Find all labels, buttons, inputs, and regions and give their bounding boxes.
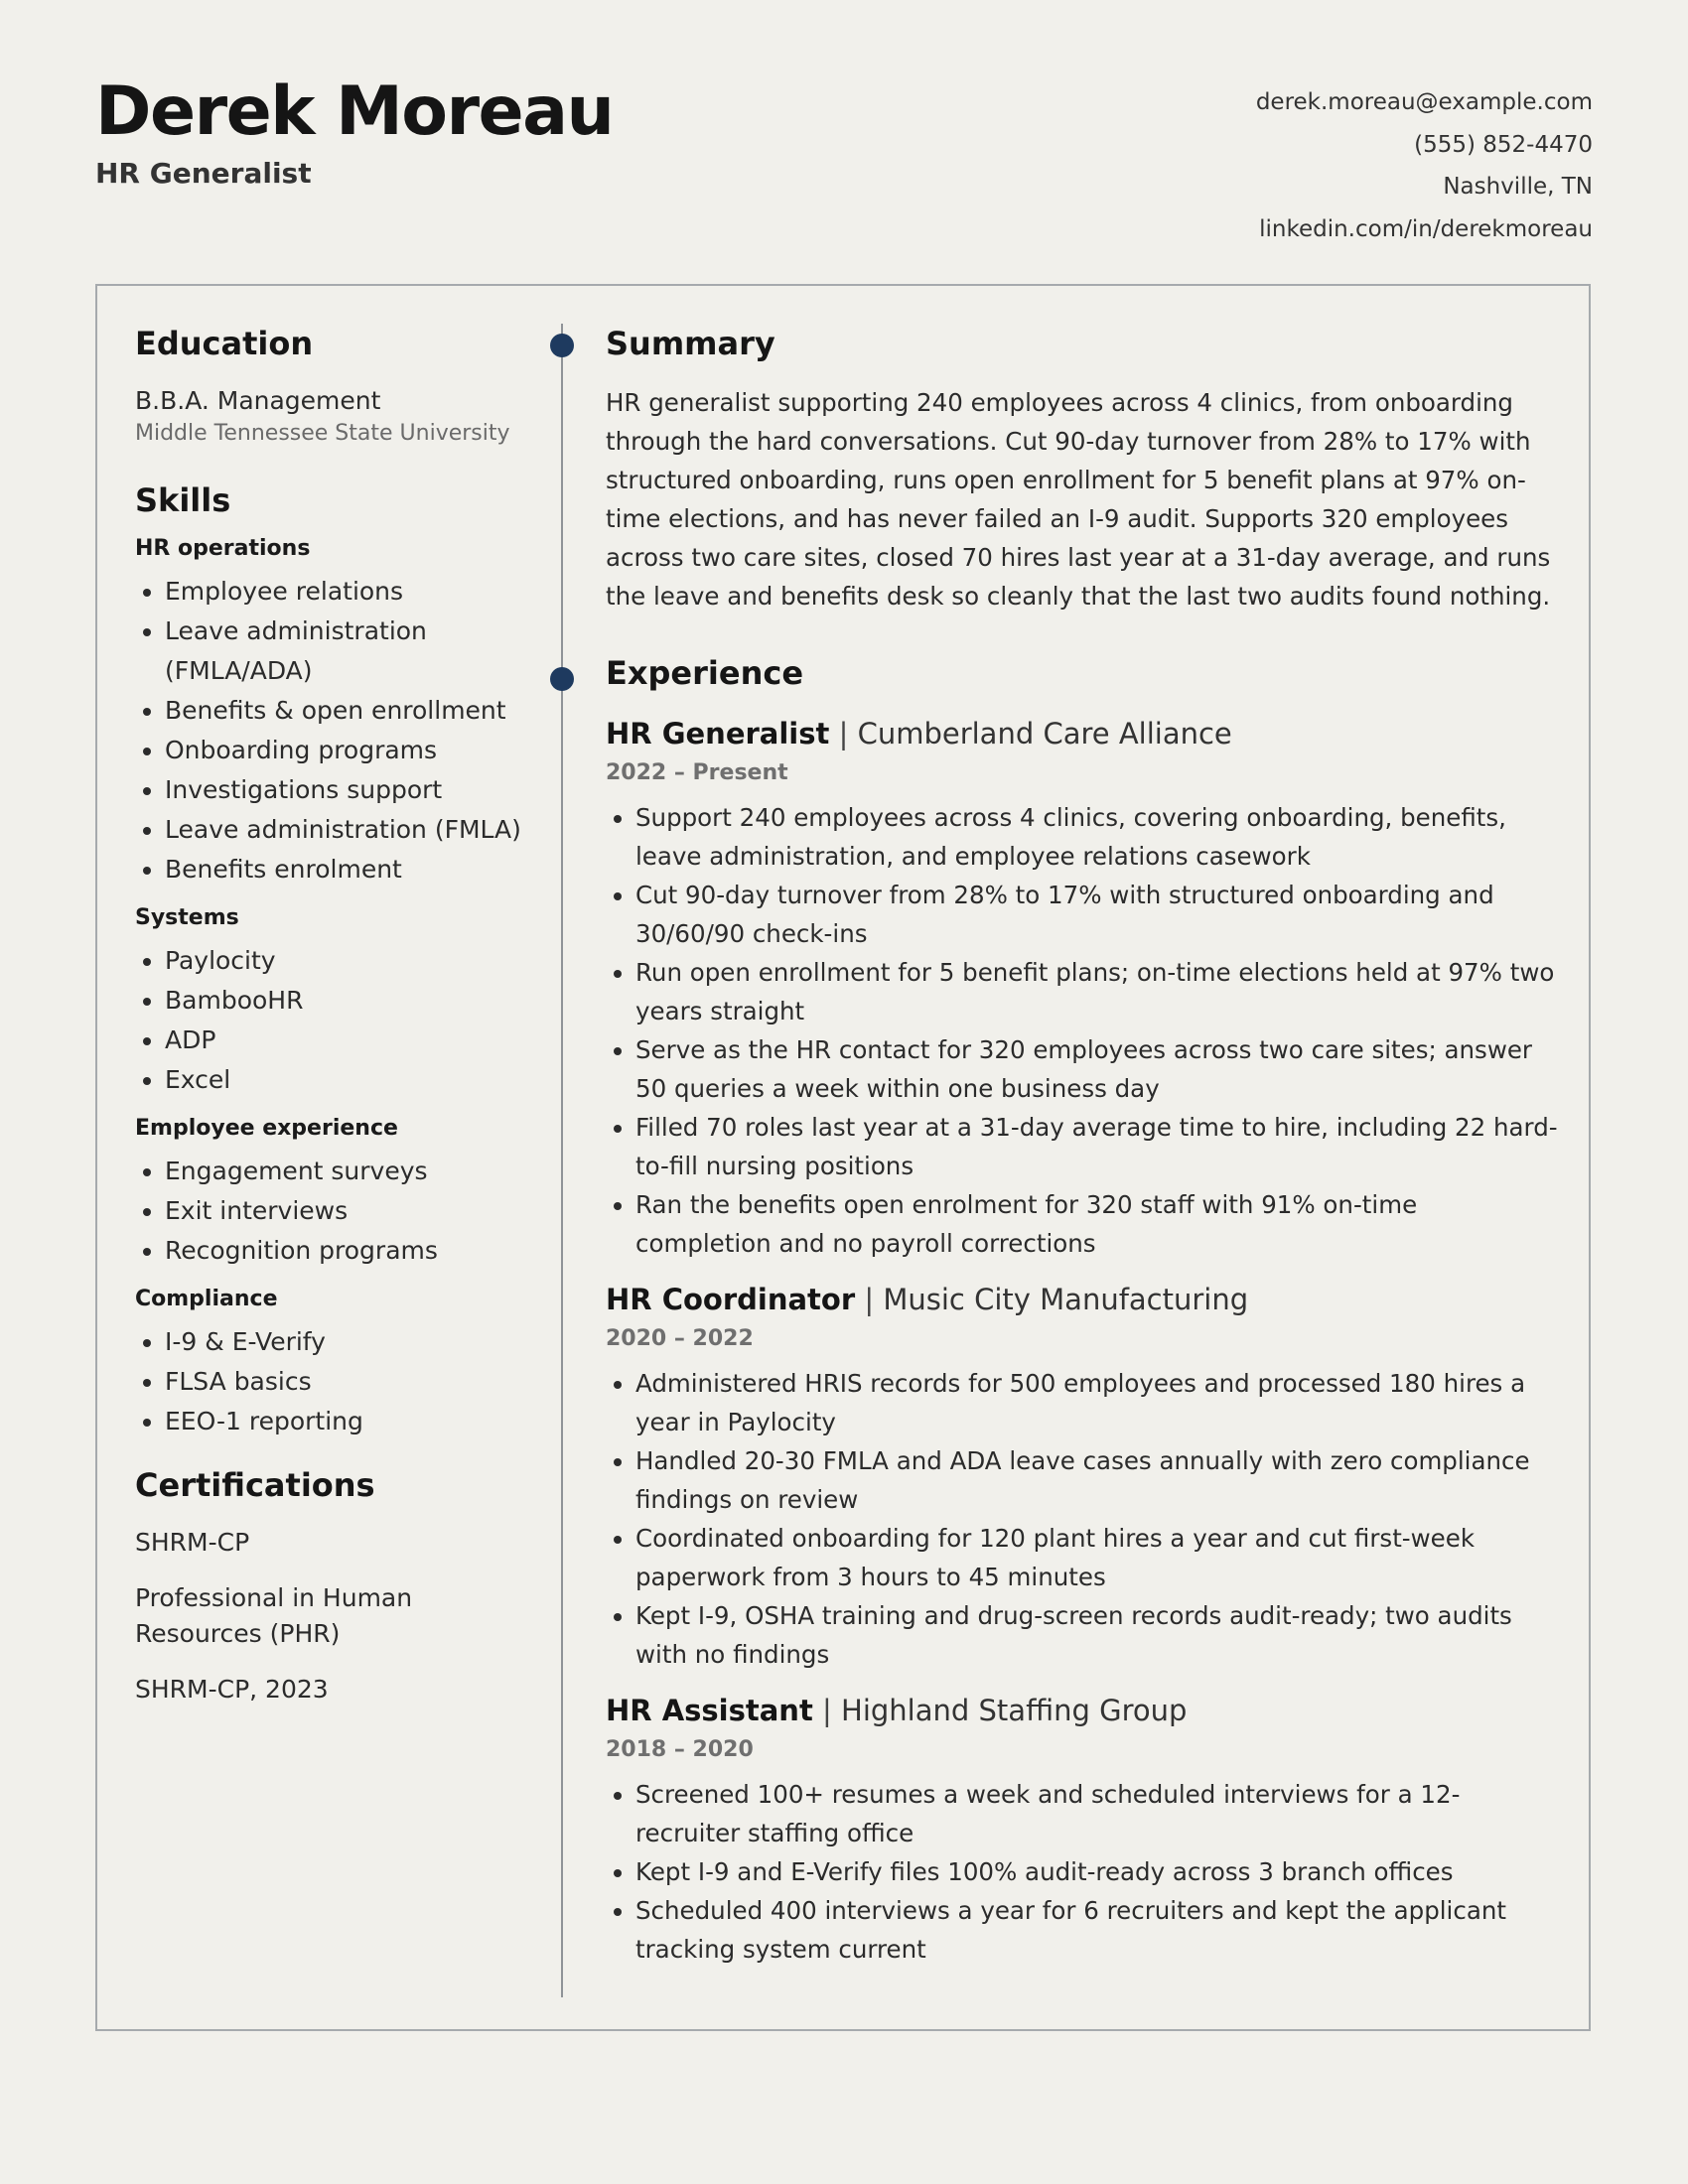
job-company: Cumberland Care Alliance xyxy=(857,717,1232,751)
job-dates: 2022 – Present xyxy=(606,760,788,785)
skill-item: • FLSA basics xyxy=(165,1362,532,1402)
job-entry xyxy=(606,1281,1559,1674)
skill-item: • EEO-1 reporting xyxy=(165,1402,532,1441)
job-entry xyxy=(606,1692,1559,1969)
summary-heading: Summary xyxy=(606,325,775,362)
skill-group xyxy=(135,903,532,1100)
skill-group-title: HR operations xyxy=(135,536,311,561)
experience-timeline-dot xyxy=(550,667,574,691)
job-bullet: • Kept I-9 and E-Verify files 100% audit-ready across 3 branch offices xyxy=(635,1852,1559,1891)
job-title: HR Assistant xyxy=(606,1694,813,1727)
job-bullet: • Cut 90-day turnover from 28% to 17% with structured onboarding and 30/60/90 check-ins xyxy=(635,876,1559,953)
skill-item: • Exit interviews xyxy=(165,1191,532,1231)
skill-item: • Benefits & open enrollment xyxy=(165,691,532,731)
job-bullet: • Serve as the HR contact for 320 employees across two care sites; answer 50 queries a week within one business day xyxy=(635,1030,1559,1108)
certification-item: SHRM-CP xyxy=(135,1528,250,1557)
education-heading: Education xyxy=(135,325,314,362)
job-separator: | xyxy=(864,1283,875,1316)
skill-group-title: Employee experience xyxy=(135,1116,398,1141)
job-dates: 2018 – 2020 xyxy=(606,1737,754,1762)
summary-text: HR generalist supporting 240 employees across 4 clinics, from onboarding through the hard conversations. Cut 90-day turnover from 28% to 17% with structured onboarding, runs open enrollment for 5 benefit plans at 97% on-time elections, and has never failed an I-9 audit. Supports 320 employees across two care sites, closed 70 hires last year at a 31-day average, and runs the leave and benefits desk so cleanly that the last two audits found nothing. xyxy=(606,388,1551,611)
contact-phone: (555) 852-4470 xyxy=(1414,131,1593,158)
summary-timeline-dot xyxy=(550,334,574,357)
right-column xyxy=(606,324,1559,1969)
skill-item: • Engagement surveys xyxy=(165,1152,532,1191)
skill-item: • ADP xyxy=(165,1021,532,1060)
job-bullets xyxy=(606,1775,1559,1969)
job-bullet: • Kept I-9, OSHA training and drug-screen records audit-ready; two audits with no findings xyxy=(635,1596,1559,1674)
job-bullet: • Coordinated onboarding for 120 plant hires a year and cut first-week paperwork from 3 hours to 45 minutes xyxy=(635,1519,1559,1596)
skill-group xyxy=(135,1285,532,1441)
resume-header xyxy=(95,71,1593,250)
job-header xyxy=(606,1281,1559,1318)
contact-email: derek.moreau@example.com xyxy=(1255,89,1593,115)
certifications-heading: Certifications xyxy=(135,1466,375,1504)
experience-heading: Experience xyxy=(606,654,804,692)
skill-list xyxy=(135,1322,532,1441)
job-company: Highland Staffing Group xyxy=(841,1694,1188,1727)
job-bullet: • Run open enrollment for 5 benefit plans; on-time elections held at 97% two years straight xyxy=(635,953,1559,1030)
job-bullet: • Scheduled 400 interviews a year for 6 recruiters and kept the applicant tracking system current xyxy=(635,1891,1559,1969)
skill-item: • Investigations support xyxy=(165,770,532,810)
job-header xyxy=(606,715,1559,752)
left-column xyxy=(135,324,532,1707)
education-degree: B.B.A. Management xyxy=(135,386,381,415)
job-bullet: • Ran the benefits open enrolment for 320 staff with 91% on-time completion and no payroll corrections xyxy=(635,1185,1559,1263)
job-bullet: • Administered HRIS records for 500 employees and processed 180 hires a year in Paylocity xyxy=(635,1364,1559,1441)
job-bullet: • Screened 100+ resumes a week and scheduled interviews for a 12-recruiter staffing office xyxy=(635,1775,1559,1852)
job-title: HR Coordinator xyxy=(606,1283,856,1316)
skill-item: • Recognition programs xyxy=(165,1231,532,1271)
contact-linkedin: linkedin.com/in/derekmoreau xyxy=(1259,215,1593,242)
skill-item: • Benefits enrolment xyxy=(165,850,532,889)
skills-heading: Skills xyxy=(135,481,231,519)
job-dates: 2020 – 2022 xyxy=(606,1326,754,1351)
skill-item: • Leave administration (FMLA/ADA) xyxy=(165,612,532,691)
skill-item: • Excel xyxy=(165,1060,532,1100)
skill-group xyxy=(135,534,532,889)
candidate-name: Derek Moreau xyxy=(95,72,614,151)
timeline-divider xyxy=(561,324,563,1997)
skill-item: • Leave administration (FMLA) xyxy=(165,810,532,850)
certification-item: Professional in Human Resources (PHR) xyxy=(135,1583,413,1648)
skill-item: • BambooHR xyxy=(165,981,532,1021)
skill-group xyxy=(135,1114,532,1271)
skill-item: • Employee relations xyxy=(165,572,532,612)
job-title: HR Generalist xyxy=(606,717,830,751)
skill-group-title: Systems xyxy=(135,905,239,930)
job-bullet: • Handled 20-30 FMLA and ADA leave cases annually with zero compliance findings on review xyxy=(635,1441,1559,1519)
contact-block xyxy=(1256,81,1593,250)
skill-list xyxy=(135,1152,532,1271)
job-bullets xyxy=(606,1364,1559,1674)
candidate-role: HR Generalist xyxy=(95,157,312,190)
skill-list xyxy=(135,941,532,1100)
job-header xyxy=(606,1692,1559,1729)
skill-item: • Onboarding programs xyxy=(165,731,532,770)
skill-group-title: Compliance xyxy=(135,1287,278,1311)
job-entry xyxy=(606,715,1559,1263)
job-company: Music City Manufacturing xyxy=(883,1283,1249,1316)
contact-location: Nashville, TN xyxy=(1443,174,1593,200)
job-bullet: • Support 240 employees across 4 clinics, covering onboarding, benefits, leave administration, and employee relations casework xyxy=(635,798,1559,876)
skill-item: • Paylocity xyxy=(165,941,532,981)
skill-item: • I-9 & E-Verify xyxy=(165,1322,532,1362)
job-separator: | xyxy=(838,717,849,751)
resume-body-frame xyxy=(95,284,1591,2031)
job-bullet: • Filled 70 roles last year at a 31-day average time to hire, including 22 hard-to-fill nursing positions xyxy=(635,1108,1559,1185)
certification-item: SHRM-CP, 2023 xyxy=(135,1675,329,1704)
job-bullets xyxy=(606,798,1559,1263)
skill-list xyxy=(135,572,532,889)
education-school: Middle Tennessee State University xyxy=(135,421,510,446)
job-separator: | xyxy=(822,1694,832,1727)
